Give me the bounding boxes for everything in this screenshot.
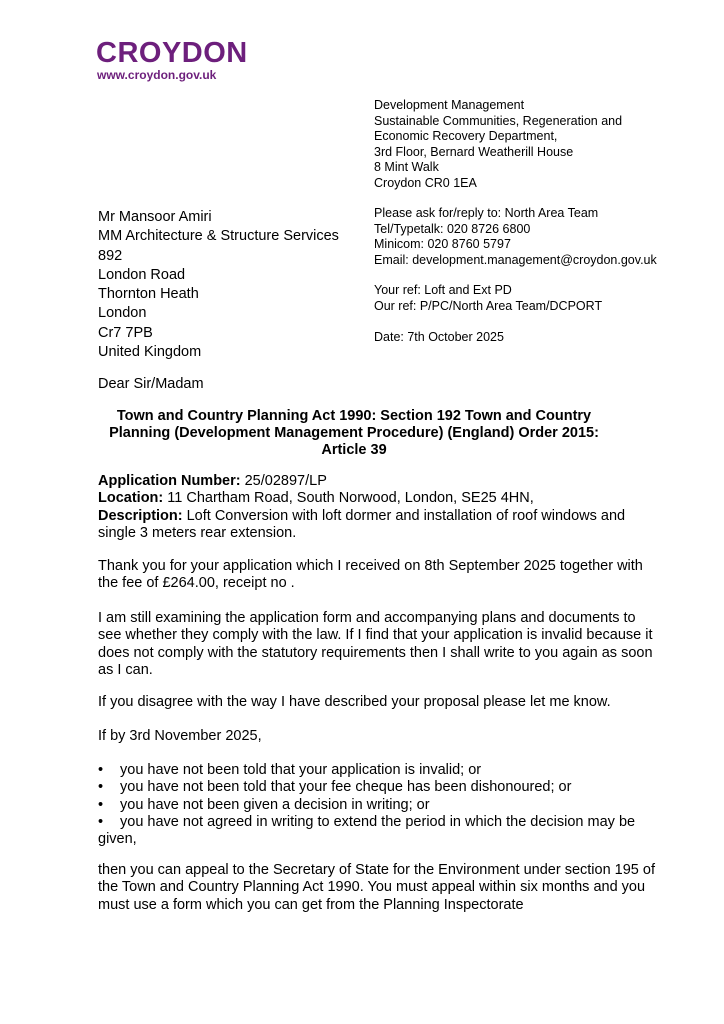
paragraph-examination: I am still examining the application form and accompanying plans and documents to see whether they comply with the law. If I find that your application is invalid because it does not comply with the statutory requirements then I shall write to you again as soon as I can. [98, 610, 653, 678]
contact-details [374, 206, 657, 268]
our-ref: Our ref: P/PC/North Area Team/DCPORT [374, 298, 603, 313]
application-number-value: 25/02897/LP [240, 473, 327, 489]
list-item [98, 762, 658, 779]
paragraph-deadline: If by 3rd November 2025, [98, 728, 262, 744]
references [374, 283, 602, 314]
recipient-line: Thornton Heath [98, 286, 199, 303]
your-ref: Your ref: Loft and Ext PD [374, 283, 512, 297]
conditions-list [98, 762, 658, 848]
bullet-symbol: • [98, 796, 104, 813]
sender-line: Sustainable Communities, Regeneration and [374, 113, 623, 128]
sender-line: 8 Mint Walk [374, 160, 439, 174]
description-label: Description: [98, 507, 183, 524]
list-item [98, 797, 658, 814]
list-item [98, 779, 658, 796]
recipient-line: Cr7 7PB [98, 324, 153, 341]
location-value: 11 Chartham Road, South Norwood, London, SE25 4HN, [163, 490, 534, 507]
contact-email: Email: development.management@croydon.gov.uk [374, 252, 657, 267]
contact-line: Tel/Typetalk: 020 8726 6800 [374, 221, 531, 236]
sender-line: Croydon CR0 1EA [374, 175, 477, 190]
list-item-text: you have not been told that your application is invalid; or [120, 762, 482, 778]
recipient-line: MM Architecture & Structure Services [98, 228, 339, 245]
application-number-label: Application Number: [98, 473, 241, 489]
description-value: Loft Conversion with loft dormer and installation of roof windows and single 3 meters rear extension. [98, 507, 626, 541]
paragraph-disagree: If you disagree with the way I have described your proposal please let me know. [98, 694, 611, 710]
recipient-address [98, 208, 339, 362]
recipient-line: 892 [98, 247, 123, 264]
sender-line: 3rd Floor, Bernard Weatherill House [374, 144, 574, 159]
salutation: Dear Sir/Madam [98, 376, 204, 392]
bullet-symbol: • [98, 779, 104, 796]
paragraph-receipt: Thank you for your application which I received on 8th September 2025 together with the fee of £264.00, receipt no . [98, 558, 643, 592]
letter-date: Date: 7th October 2025 [374, 330, 504, 344]
application-details [98, 473, 658, 542]
logo-url: www.croydon.gov.uk [97, 68, 217, 82]
location-label: Location: [98, 490, 164, 507]
paragraph-appeal: then you can appeal to the Secretary of State for the Environment under section 195 of the Town and Country Planning Act 1990. You must appeal within six months and you must use a form which you can get from the Planning Inspectorate [98, 862, 655, 913]
recipient-line: Mr Mansoor Amiri [98, 209, 212, 225]
contact-line: Please ask for/reply to: North Area Team [374, 206, 599, 220]
application-location [98, 490, 658, 507]
application-number [98, 473, 658, 490]
bullet-symbol: • [98, 762, 104, 778]
list-item [98, 814, 658, 849]
sender-line: Development Management [374, 98, 525, 112]
list-item-text: you have not been given a decision in writing; or [120, 796, 430, 813]
list-item-text: you have not been told that your fee cheque has been dishonoured; or [120, 779, 572, 796]
bullet-symbol: • [98, 813, 104, 830]
logo-wordmark: CROYDON [96, 37, 248, 69]
list-item-text: you have not agreed in writing to extend the period in which the decision may be given, [98, 813, 636, 848]
sender-address [374, 98, 622, 191]
application-description [98, 508, 658, 543]
recipient-line: London [98, 305, 147, 322]
letter-heading: Town and Country Planning Act 1990: Section 192 Town and Country Planning (Development Management Procedure) (England) Order 2015: Article 39 [109, 408, 599, 458]
recipient-line: United Kingdom [98, 344, 202, 361]
contact-line: Minicom: 020 8760 5797 [374, 237, 511, 251]
recipient-line: London Road [98, 266, 186, 283]
sender-line: Economic Recovery Department, [374, 129, 558, 143]
